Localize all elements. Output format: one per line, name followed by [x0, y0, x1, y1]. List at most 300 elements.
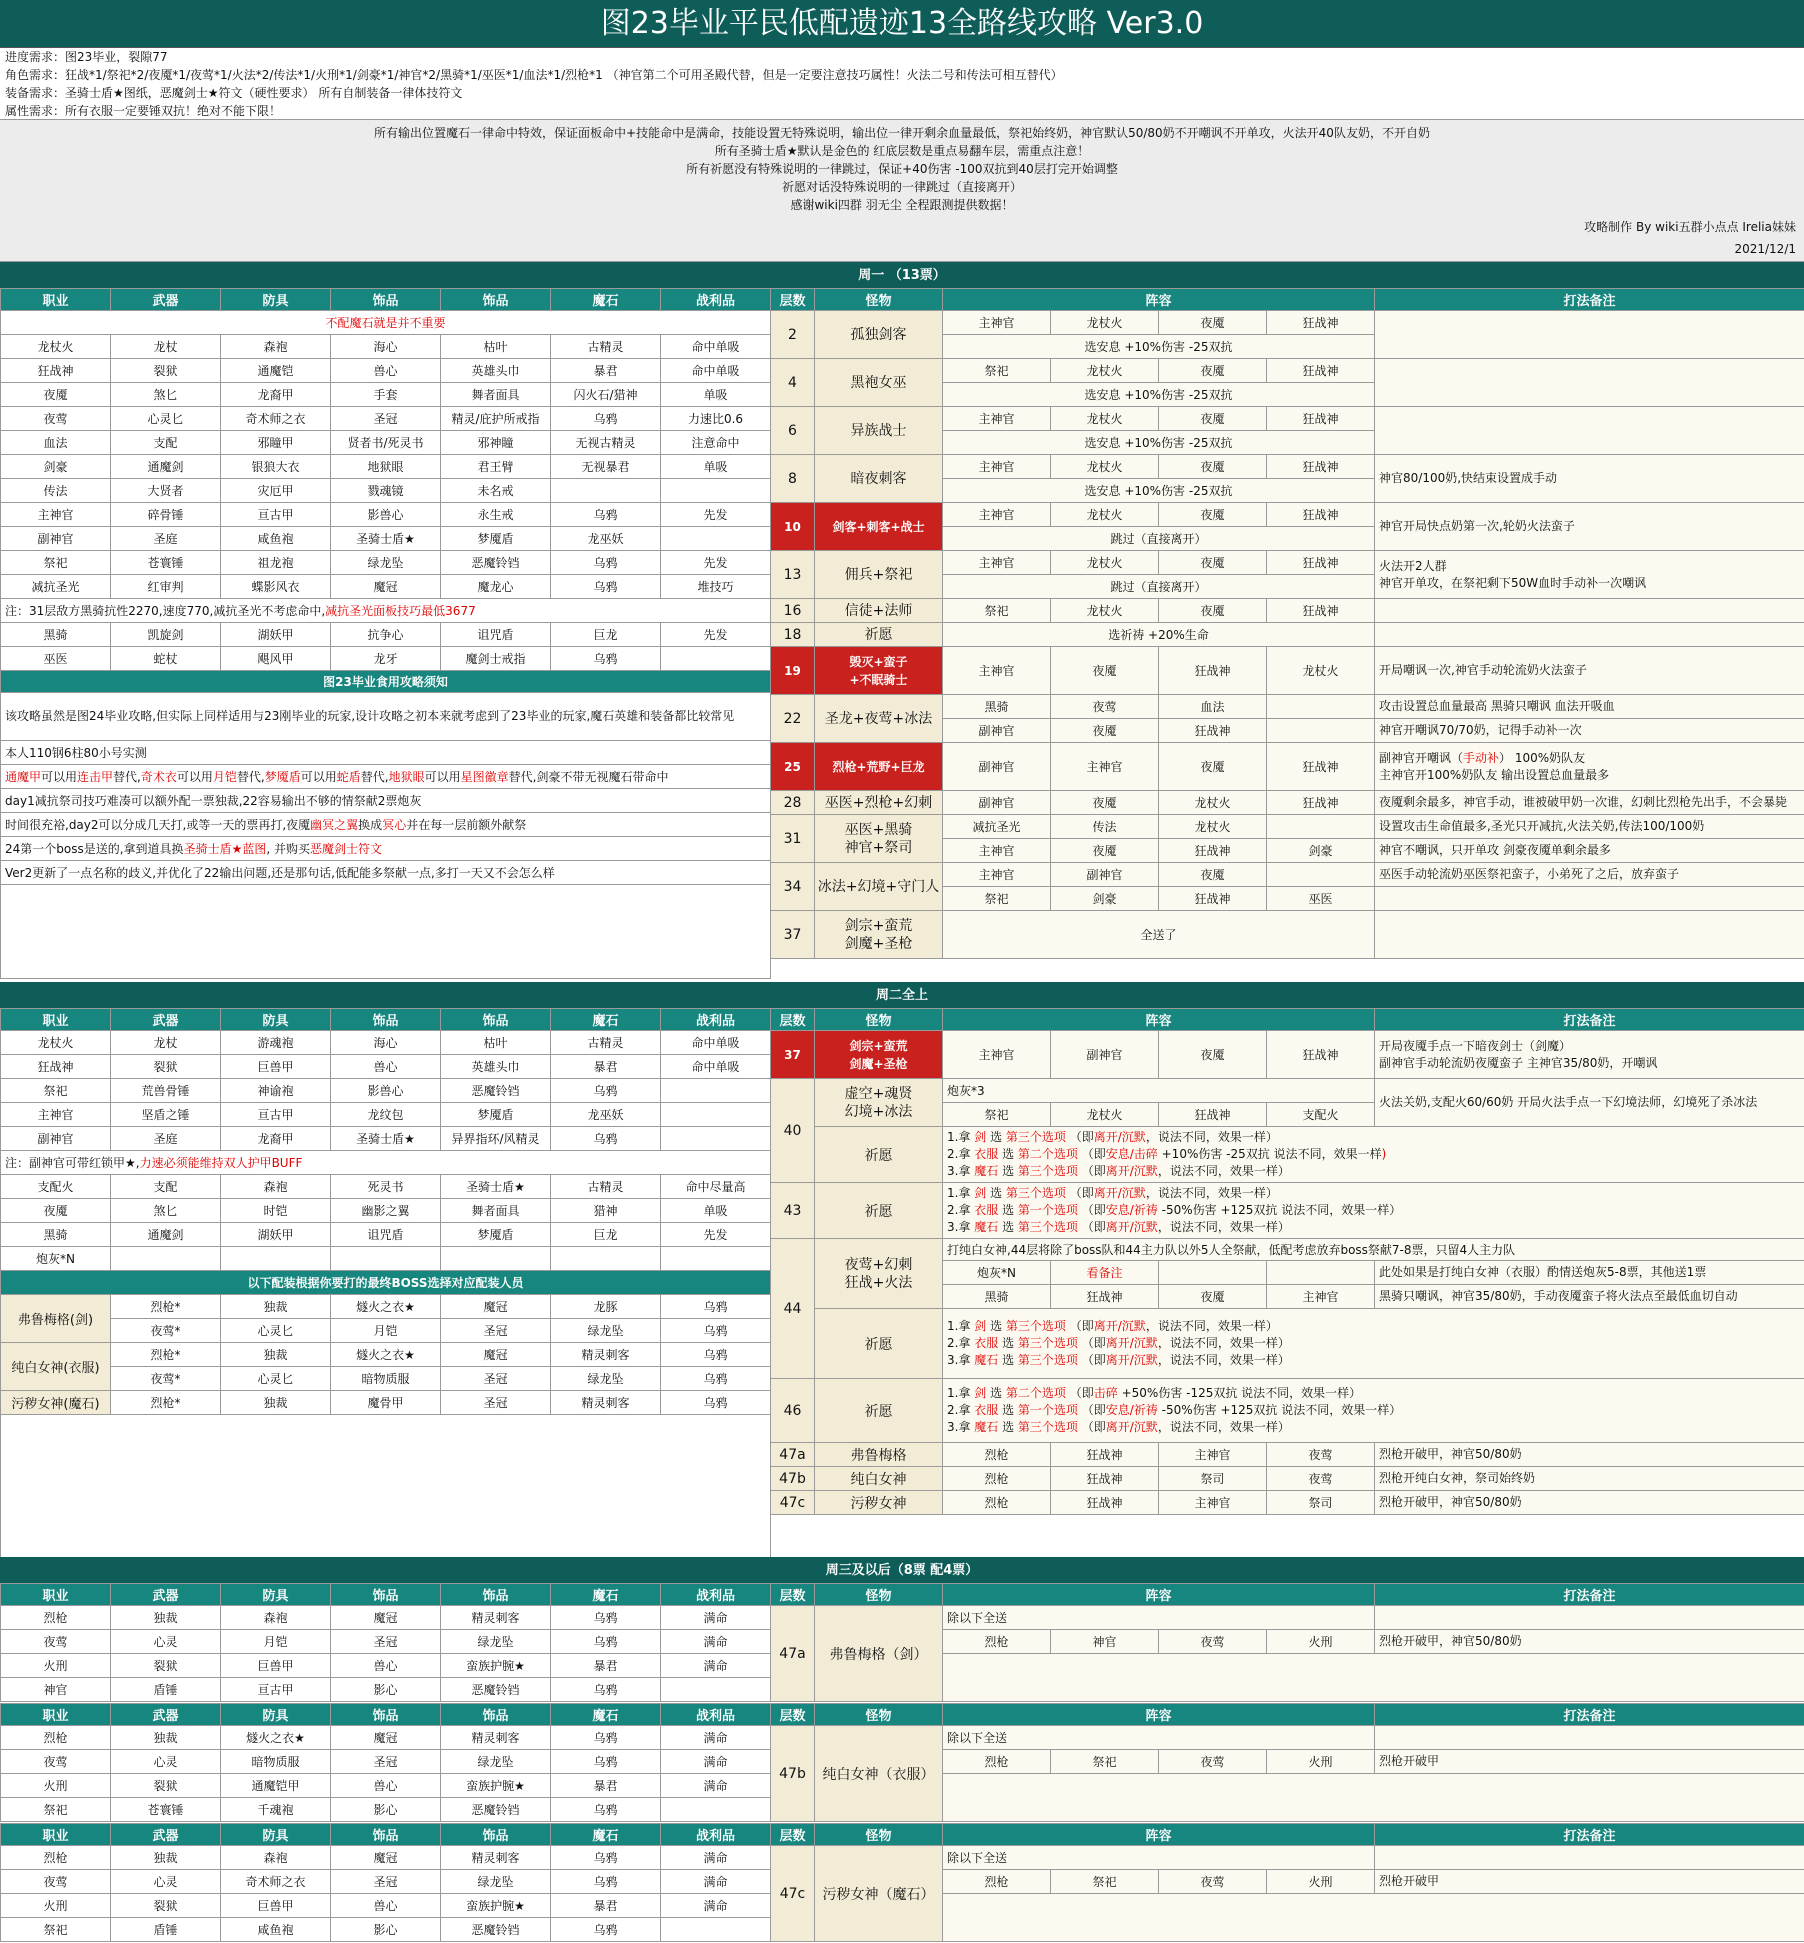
gear-cell: 乌鸦: [661, 1391, 771, 1415]
lineup-member: 炮灰*N: [943, 1261, 1051, 1285]
gear-cell: 裂狱: [111, 1055, 221, 1079]
tip-cell: 攻击设置总血量最高 黑骑只嘲讽 血法开吸血: [1375, 695, 1804, 719]
lineup-member: 烈枪: [943, 1870, 1051, 1894]
empty-cell: [1, 1415, 771, 1569]
lineup-member: 狂战神: [1267, 551, 1375, 575]
gear-cell: 永生戒: [441, 503, 551, 527]
lineup-member: 夜魇: [1159, 551, 1267, 575]
lineup-member: 烈枪: [943, 1750, 1051, 1774]
floor-number: 4: [771, 359, 815, 407]
tip-cell: 副神官开嘲讽（手动补） 100%奶队友 主神官开100%奶队友 输出设置总血量最多: [1375, 743, 1804, 791]
gear-cell: 湖妖甲: [221, 1223, 331, 1247]
column-header: 魔石: [551, 1704, 661, 1726]
page-title: 图23毕业平民低配遗迹13全路线攻略 Ver3.0: [0, 0, 1804, 48]
gear-cell: 精灵/庇护所戒指: [441, 407, 551, 431]
gear-cell: 乌鸦: [551, 1750, 661, 1774]
gear-cell: 圣冠: [441, 1367, 551, 1391]
gear-cell: 圣冠: [331, 407, 441, 431]
tip-cell: 开局夜魇手点一下暗夜剑士（剑魔） 副神官手动轮流奶夜魇蛮子 主神官35/80奶，开嘲讽: [1375, 1031, 1804, 1079]
week2-bar: 周二全上: [0, 984, 1804, 1008]
gear-cell: 满命: [661, 1630, 771, 1654]
gear-cell: 贤者书/死灵书: [331, 431, 441, 455]
note-line: 感谢wiki四群 羽无尘 全程跟测提供数据！: [790, 198, 1014, 212]
guide-line: day1减抗祭司技巧难凑可以额外配一票独裁,22容易输出不够的情祭献2票炮灰: [1, 789, 771, 813]
gear-cell: 夜莺: [1, 1750, 111, 1774]
column-header: 武器: [111, 1584, 221, 1606]
gear-row: [1, 1846, 1804, 1870]
lineup-member: [1267, 863, 1375, 887]
lineup-member: 烈枪: [943, 1443, 1051, 1467]
gear-cell: 烈枪*: [111, 1343, 221, 1367]
tip-cell: [1375, 911, 1804, 959]
gear-cell: 满命: [661, 1846, 771, 1870]
lineup-member: 主神官: [1051, 743, 1159, 791]
gear-cell: 梦魇盾: [441, 1223, 551, 1247]
gear-cell: 先发: [661, 1223, 771, 1247]
col-stone: 魔石: [551, 289, 661, 311]
gear-cell: 乌鸦: [661, 1295, 771, 1319]
gear-cell: [331, 1247, 441, 1271]
lineup-member: 夜魇: [1159, 455, 1267, 479]
gear-cell: 乌鸦: [661, 1319, 771, 1343]
gear-cell: 闪火石/猎神: [551, 383, 661, 407]
gear-cell: 心灵匕: [111, 407, 221, 431]
gear-row: [1, 1079, 771, 1103]
gear-cell: 绿龙坠: [441, 1750, 551, 1774]
gear-cell: 满命: [661, 1726, 771, 1750]
col-tips: 打法备注: [1375, 1009, 1804, 1031]
gear-cell: 兽心: [331, 1894, 441, 1918]
boss-gear-title: 以下配装根据你要打的最终BOSS选择对应配装人员: [1, 1271, 771, 1295]
gear-cell: 祭祀: [1, 1798, 111, 1822]
gear-cell: 月铠: [221, 1630, 331, 1654]
col-acc: 饰品: [331, 289, 441, 311]
gear-cell: 盾锤: [111, 1678, 221, 1702]
lineup-member: 火刑: [1267, 1870, 1375, 1894]
monster-name: 烈枪+荒野+巨龙: [815, 743, 943, 791]
monster-name: 祈愿: [815, 1379, 943, 1443]
gear-cell: 手套: [331, 383, 441, 407]
wish-choice: 跳过（直接离开）: [943, 575, 1375, 599]
gear-cell: 通魔铠甲: [221, 1774, 331, 1798]
gear-cell: [661, 1798, 771, 1822]
gear-cell: 恶魔铃铛: [441, 551, 551, 575]
gear-cell: 龙豚: [551, 1295, 661, 1319]
gear-cell: 圣冠: [331, 1870, 441, 1894]
floor-number: 47b: [771, 1467, 815, 1491]
lineup-member: 夜莺: [1051, 695, 1159, 719]
floor-number: 40: [771, 1079, 815, 1183]
guide-substitutes: 通魔甲可以用连击甲替代,奇术衣可以用月铠替代,梦魇盾可以用蛇盾替代,地狱眼可以用星图徽章替代,剑豪不带无视魔石带命中: [1, 765, 771, 789]
floor-number: 13: [771, 551, 815, 599]
week1-floor-table: [770, 288, 1804, 959]
gear-cell: 心灵匕: [221, 1367, 331, 1391]
column-header: 战利品: [661, 1584, 771, 1606]
boss-gear-row: [1, 1367, 771, 1391]
lineup-member: 龙杖火: [1267, 647, 1375, 695]
gear-cell: 梦魇盾: [441, 1103, 551, 1127]
gear-cell: 暴君: [551, 1894, 661, 1918]
wish-choice: 全送了: [943, 911, 1375, 959]
note-line: 所有圣骑士盾★默认是金色的 红底层数是重点易翻车层，需重点注意！: [714, 144, 1090, 158]
gear-job: 龙杖火: [1, 335, 111, 359]
column-header: 职业: [1, 1704, 111, 1726]
gear-cell: 暗物质服: [331, 1367, 441, 1391]
gear-note: [1, 599, 771, 623]
column-header: 饰品: [331, 1824, 441, 1846]
gear-cell: [661, 479, 771, 503]
note-line: 所有输出位置魔石一律命中特效，保证面板命中+技能命中是满命，技能设置无特殊说明，输出位一律开剩余血量最低，祭祀始终奶，神官默认50/80奶不开嘲讽不开单攻，火法开40队友奶，不开自奶: [374, 126, 1430, 140]
lineup-member: 烈枪: [943, 1630, 1051, 1654]
gear-cell: 支配: [111, 1175, 221, 1199]
floor-number: 6: [771, 407, 815, 455]
gear-cell: 古精灵: [551, 1175, 661, 1199]
guide-line: 本人110钢6柱80小号实测: [1, 741, 771, 765]
lineup-member: 主神官: [943, 503, 1051, 527]
gear-cell: 海心: [331, 335, 441, 359]
gear-cell: 心灵: [111, 1630, 221, 1654]
gear-cell: 暗物质服: [221, 1750, 331, 1774]
week2-gear-table: [0, 1008, 771, 1569]
tip-cell: 烈枪开破甲: [1375, 1870, 1804, 1894]
lineup-member: 主神官: [1159, 1491, 1267, 1515]
gear-cell: 邪瞳甲: [221, 431, 331, 455]
column-header: 层数: [771, 1584, 815, 1606]
gear-cell: 银狼大衣: [221, 455, 331, 479]
gear-row: [1, 1247, 771, 1271]
gear-cell: 乌鸦: [551, 647, 661, 671]
gear-cell: 暴君: [551, 359, 661, 383]
gear-cell: 异界指环/风精灵: [441, 1127, 551, 1151]
week1-bar: 周一 （13票）: [0, 264, 1804, 288]
lineup-member: 狂战神: [1159, 887, 1267, 911]
monster-name: 巫医+黑骑 神官+祭司: [815, 815, 943, 863]
gear-cell: 命中单吸: [661, 1031, 771, 1055]
lineup-member: 副神官: [1051, 1031, 1159, 1079]
floor-row: [771, 863, 1804, 887]
gear-cell: 龙巫妖: [551, 527, 661, 551]
gear-cell: [551, 479, 661, 503]
gear-row: [1, 479, 771, 503]
gear-cell: 龙巫妖: [551, 1103, 661, 1127]
tip-cell: [1375, 887, 1804, 911]
gear-cell: [661, 1103, 771, 1127]
lineup-member: 龙杖火: [1051, 407, 1159, 431]
lineup-member: 夜莺: [1159, 1750, 1267, 1774]
lineup-member: 狂战神: [1267, 1031, 1375, 1079]
gear-cell: 圣庭: [111, 527, 221, 551]
wish-choice: 选安息 +10%伤害 -25双抗: [943, 383, 1375, 407]
gear-cell: 暴君: [551, 1055, 661, 1079]
gear-row: [1, 1606, 1804, 1630]
column-header: 怪物: [815, 1584, 943, 1606]
gear-cell: 精灵刺客: [441, 1606, 551, 1630]
gear-cell: 力速比0.6: [661, 407, 771, 431]
author-credit: 攻略制作 By wiki五群小点点 Irelia妹妹: [1584, 220, 1796, 234]
gear-cell: 蛇杖: [111, 647, 221, 671]
gear-cell: 乌鸦: [551, 503, 661, 527]
floor-number: 47a: [771, 1606, 815, 1702]
gear-cell: 龙杖: [111, 1031, 221, 1055]
note-line: 祈愿对话没特殊说明的一律跳过（直接离开）: [781, 180, 1022, 194]
col-armor: 防具: [221, 289, 331, 311]
gear-cell: 未名戒: [441, 479, 551, 503]
gear-cell: [661, 527, 771, 551]
monster-name: 夜莺+幻刺 狂战+火法: [815, 1239, 943, 1309]
col-acc: 饰品: [331, 1009, 441, 1031]
floor-number: 28: [771, 791, 815, 815]
gear-cell: 巨龙: [551, 1223, 661, 1247]
gear-cell: 心灵: [111, 1750, 221, 1774]
gear-cell: 魔冠: [331, 1606, 441, 1630]
column-header: 职业: [1, 1824, 111, 1846]
lineup-member: 祭祀: [1051, 1870, 1159, 1894]
empty-cell: [1375, 1846, 1804, 1870]
lineup-member: 夜魇: [1159, 743, 1267, 791]
gear-cell: 裂狱: [111, 1654, 221, 1678]
gear-cell: 乌鸦: [551, 1079, 661, 1103]
gear-cell: [111, 1247, 221, 1271]
gear-cell: 煞匕: [111, 1199, 221, 1223]
monster-name: 异族战士: [815, 407, 943, 455]
tip-cell: [1375, 407, 1804, 455]
gear-cell: 先发: [661, 623, 771, 647]
gear-cell: 梦魇盾: [441, 527, 551, 551]
empty-cell: [1375, 1606, 1804, 1630]
gear-cell: 烈枪*: [111, 1295, 221, 1319]
gear-cell: 飓风甲: [221, 647, 331, 671]
lineup-member: 祭祀: [943, 887, 1051, 911]
week3-block: [0, 1703, 1804, 1822]
gear-cell: 盾锤: [111, 1918, 221, 1942]
gear-cell: 独裁: [111, 1846, 221, 1870]
gear-job: 主神官: [1, 503, 111, 527]
monster-name: 剑宗+蛮荒 剑魔+圣枪: [815, 1031, 943, 1079]
gear-cell: 烈枪: [1, 1726, 111, 1750]
lineup-member: 龙杖火: [1051, 1103, 1159, 1127]
floor-number: 34: [771, 863, 815, 911]
lineup-member: [1267, 695, 1375, 719]
gear-cell: 森袍: [221, 1175, 331, 1199]
monster-name: 祈愿: [815, 1309, 943, 1379]
gear-cell: 舞者面具: [441, 1199, 551, 1223]
lineup-member: 夜莺: [1267, 1443, 1375, 1467]
lineup-member: 狂战神: [1267, 599, 1375, 623]
column-header: 防具: [221, 1704, 331, 1726]
note-highlight: 减抗圣光面板技巧最低3677: [325, 604, 476, 618]
gear-cell: 邪神瞳: [441, 431, 551, 455]
gear-cell: 魔冠: [441, 1343, 551, 1367]
column-header: 打法备注: [1375, 1824, 1804, 1846]
column-header: 饰品: [331, 1704, 441, 1726]
gear-row: [1, 1103, 771, 1127]
week1-gear-table: [0, 288, 771, 979]
floor-row: [771, 695, 1804, 719]
req-attr: 属性需求：所有衣服一定要锤双抗！绝对不能下限！: [5, 104, 282, 118]
gear-cell: 心灵匕: [221, 1319, 331, 1343]
gear-cell: 魔冠: [331, 1726, 441, 1750]
lineup-member: 火刑: [1267, 1630, 1375, 1654]
gear-cell: 魔冠: [331, 1846, 441, 1870]
lineup-member: 狂战神: [1051, 1467, 1159, 1491]
col-stone: 魔石: [551, 1009, 661, 1031]
gear-row: [1, 455, 771, 479]
guide-line: 该攻略虽然是图24毕业攻略,但实际上同样适用与23刚毕业的玩家,设计攻略之初本来就考虑到了23毕业的玩家,魔石英雄和装备都比较常见: [1, 693, 771, 741]
lineup-member: 减抗圣光: [943, 815, 1051, 839]
col-trophy: 战利品: [661, 289, 771, 311]
tip-cell: 神官开嘲讽70/70奶，记得手动补一次: [1375, 719, 1804, 743]
tip-cell: 此处如果是打纯白女神（衣服）酌情送炮灰5-8票，其他送1票: [1375, 1261, 1804, 1285]
gear-cell: 心灵: [111, 1870, 221, 1894]
boss-name: 弗鲁梅格(剑): [1, 1295, 111, 1343]
gear-cell: 森袍: [221, 335, 331, 359]
lineup-member: 祭祀: [943, 359, 1051, 383]
floor-row: [771, 503, 1804, 527]
col-lineup: 阵容: [943, 1009, 1375, 1031]
empty-cell: [1267, 1261, 1375, 1285]
note-text: 注：31层敌方黑骑抗性2270,速度770,减抗圣光不考虑命中,: [5, 604, 326, 618]
guide-title: 图23毕业食用攻略须知: [1, 671, 771, 693]
gear-cell: 绿龙坠: [441, 1870, 551, 1894]
gear-cell: 抗争心: [331, 623, 441, 647]
tip-cell: 开局嘲讽一次,神官手动轮流奶火法蛮子: [1375, 647, 1804, 695]
monster-name: 污秽女神: [815, 1491, 943, 1515]
lineup-member: 火刑: [1267, 1750, 1375, 1774]
gear-cell: 乌鸦: [551, 1918, 661, 1942]
gear-cell: 影兽心: [331, 1079, 441, 1103]
gear-cell: 烈枪: [1, 1606, 111, 1630]
gear-cell: 乌鸦: [661, 1367, 771, 1391]
floor-row: [771, 407, 1804, 431]
wish-choice: 跳过（直接离开）: [943, 527, 1375, 551]
gear-cell: 诅咒盾: [331, 1223, 441, 1247]
gear-cell: 亘古甲: [221, 503, 331, 527]
gear-job: 祭祀: [1, 551, 111, 575]
floor-number: 44: [771, 1239, 815, 1379]
column-header: 武器: [111, 1824, 221, 1846]
monster-name: 剑宗+蛮荒 剑魔+圣枪: [815, 911, 943, 959]
week3-block: [0, 1583, 1804, 1702]
lineup-member: 龙杖火: [1051, 503, 1159, 527]
floor-row: [771, 623, 1804, 647]
gear-cell: 游魂袍: [221, 1031, 331, 1055]
boss-gear-row: [1, 1343, 771, 1367]
lineup-member: 夜魇: [1159, 1285, 1267, 1309]
week3-bar: 周三及以后（8票 配4票）: [0, 1559, 1804, 1583]
floor-row: [771, 311, 1804, 335]
lineup-member: 主神官: [943, 647, 1051, 695]
gear-cell: [551, 1247, 661, 1271]
gear-cell: 通魔剑: [111, 455, 221, 479]
gear-cell: 恶魔铃铛: [441, 1678, 551, 1702]
col-floor: 层数: [771, 1009, 815, 1031]
tip-cell: 神官80/100奶,快结束设置成手动: [1375, 455, 1804, 503]
gear-cell: 圣冠: [331, 1630, 441, 1654]
monster-name: 圣龙+夜莺+冰法: [815, 695, 943, 743]
lineup-member: 副神官: [1051, 863, 1159, 887]
column-header: 阵容: [943, 1584, 1375, 1606]
lineup-member: [1267, 815, 1375, 839]
column-header: 饰品: [441, 1584, 551, 1606]
lineup-member: 狂战神: [1267, 359, 1375, 383]
monster-name: 冰法+幻境+守门人: [815, 863, 943, 911]
floor-number: 8: [771, 455, 815, 503]
gear-cell: 烈枪*: [111, 1391, 221, 1415]
gear-cell: 通魔剑: [111, 1223, 221, 1247]
tip-cell: 设置攻击生命值最多,圣光只开减抗,火法关奶,传法100/100奶: [1375, 815, 1804, 839]
gear-cell: 圣骑士盾★: [331, 527, 441, 551]
column-header: 防具: [221, 1824, 331, 1846]
monster-name: 弗鲁梅格（剑）: [815, 1606, 943, 1702]
monster-name: 孤独剑客: [815, 311, 943, 359]
gear-cell: 圣骑士盾★: [441, 1175, 551, 1199]
gear-cell: 蛮族护腕★: [441, 1894, 551, 1918]
column-header: 饰品: [331, 1584, 441, 1606]
monster-name: 祈愿: [815, 1183, 943, 1239]
column-header: 魔石: [551, 1824, 661, 1846]
gear-job: 主神官: [1, 1103, 111, 1127]
gear-cell: 命中单吸: [661, 359, 771, 383]
wish-choice: 选安息 +10%伤害 -25双抗: [943, 431, 1375, 455]
gear-cell: 绿龙坠: [331, 551, 441, 575]
monster-name: 祈愿: [815, 1127, 943, 1183]
gear-cell: 乌鸦: [661, 1343, 771, 1367]
gear-cell: 红审判: [111, 575, 221, 599]
lineup-member: 烈枪: [943, 1467, 1051, 1491]
col-monster: 怪物: [815, 289, 943, 311]
lineup-note: 除以下全送: [943, 1846, 1375, 1870]
column-header: 魔石: [551, 1584, 661, 1606]
gear-cell: 龙杖: [111, 335, 221, 359]
gear-cell: 兽心: [331, 1774, 441, 1798]
general-notes: [0, 120, 1804, 262]
column-header: 打法备注: [1375, 1704, 1804, 1726]
floor-number: 43: [771, 1183, 815, 1239]
gear-cell: 巨兽甲: [221, 1894, 331, 1918]
floor-number: 18: [771, 623, 815, 647]
gear-cell: 圣冠: [331, 1750, 441, 1774]
gear-cell: 堆技巧: [661, 575, 771, 599]
col-tips: 打法备注: [1375, 289, 1804, 311]
floor-row: [771, 743, 1804, 791]
column-header: 层数: [771, 1704, 815, 1726]
lineup-member: 狂战神: [1267, 407, 1375, 431]
lineup-member: 狂战神: [1159, 839, 1267, 863]
lineup-member: 夜魇: [1051, 647, 1159, 695]
gear-cell: 古精灵: [551, 1031, 661, 1055]
gear-cell: 蛮族护腕★: [441, 1774, 551, 1798]
empty-cell: [1375, 1726, 1804, 1750]
lineup-member: 主神官: [943, 311, 1051, 335]
monster-name: 毁灭+蛮子 +不眠骑士: [815, 647, 943, 695]
gear-cell: 苍寰锤: [111, 551, 221, 575]
gear-cell: 森袍: [221, 1846, 331, 1870]
col-job: 职业: [1, 289, 111, 311]
gear-cell: 死灵书: [331, 1175, 441, 1199]
gear-cell: 猎神: [551, 1199, 661, 1223]
gear-cell: 咸鱼袍: [221, 1918, 331, 1942]
req-gear: 装备需求：圣骑士盾★图纸，恶魔剑士★符文（硬性要求） 所有自制装备一律体技符文: [5, 86, 463, 100]
gear-cell: 龙裔甲: [221, 383, 331, 407]
gear-cell: 圣庭: [111, 1127, 221, 1151]
column-header: 战利品: [661, 1704, 771, 1726]
gear-cell: 乌鸦: [551, 407, 661, 431]
gear-cell: 燧火之衣★: [331, 1295, 441, 1319]
lineup-member: 狂战神: [1051, 1285, 1159, 1309]
monster-name: 污秽女神（魔石）: [815, 1846, 943, 1942]
floor-row: [771, 455, 1804, 479]
col-acc: 饰品: [441, 289, 551, 311]
